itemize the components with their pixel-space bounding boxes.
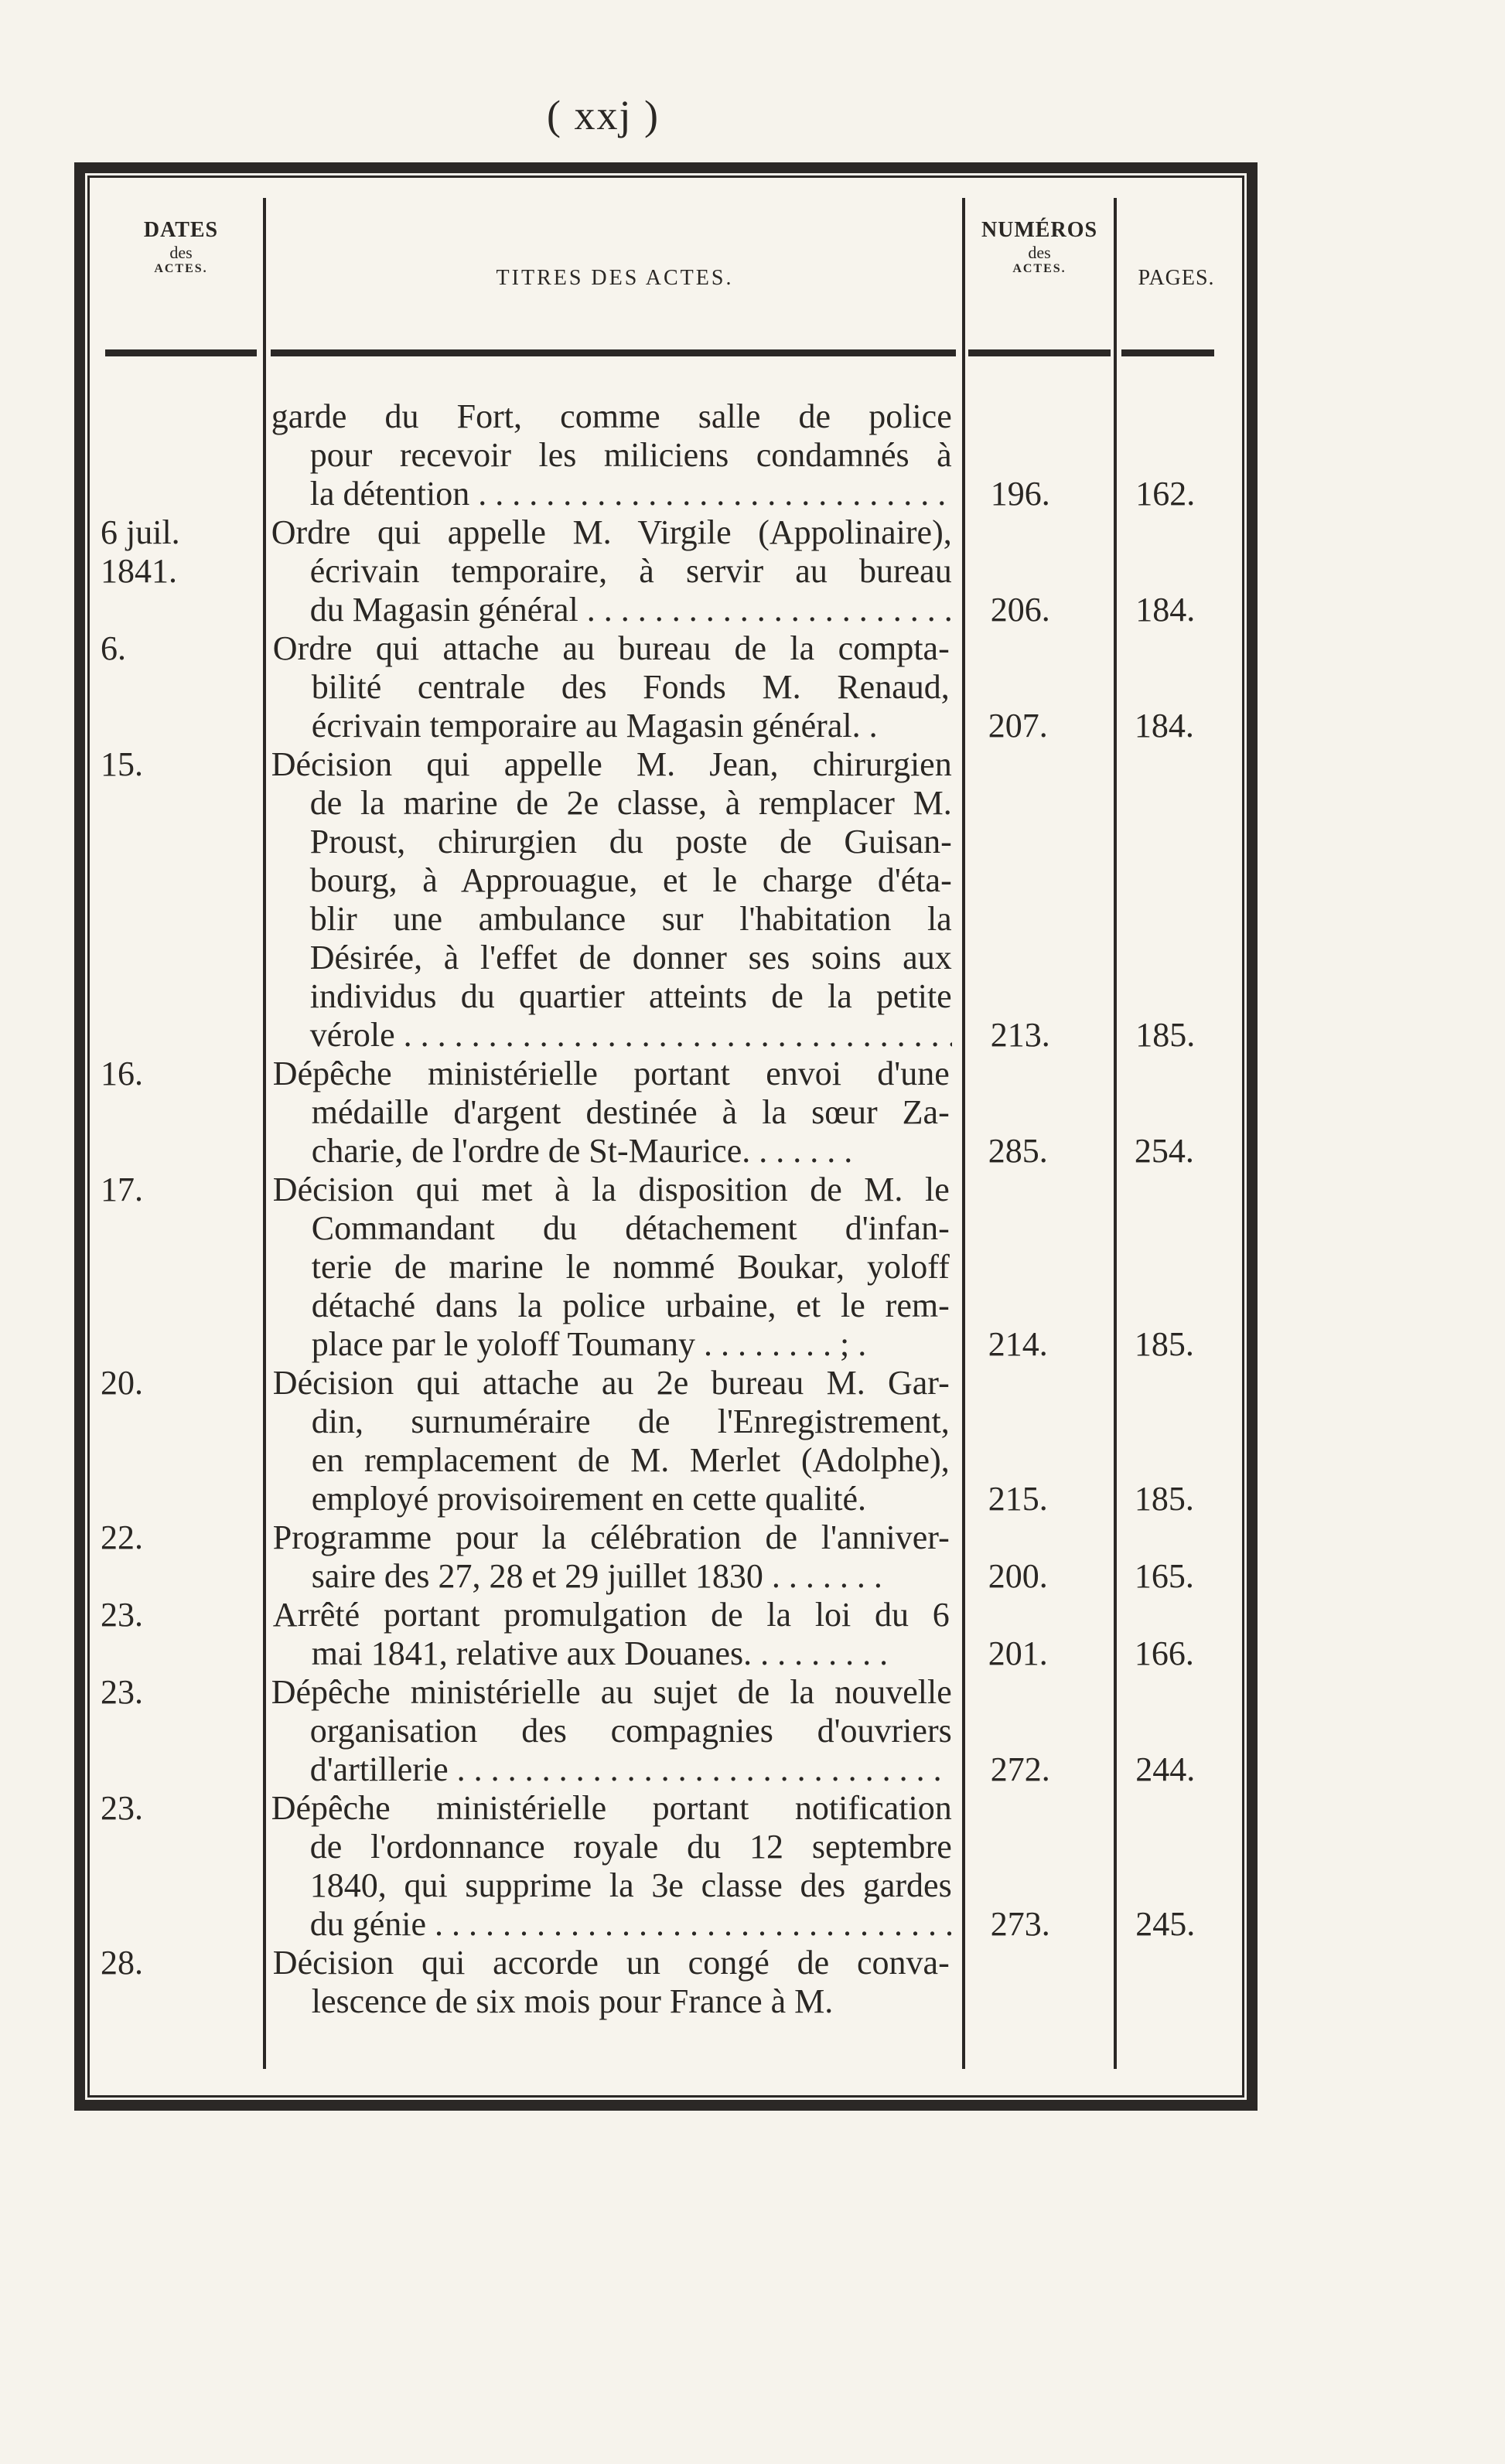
- entry-page: [1108, 1055, 1247, 1171]
- entry-title: [261, 1673, 960, 1789]
- entry-date-line: 23.: [101, 1673, 143, 1711]
- entry-title-line: employé provisoirement en cette qualité.: [311, 1480, 866, 1518]
- entry-title-line: Dépêche ministérielle au sujet de la nouvelle: [271, 1673, 952, 1711]
- entry-date: [85, 1518, 262, 1596]
- header-numeros: [967, 218, 1112, 277]
- entry-numero: [957, 1055, 1108, 1171]
- header-titres: TITRES DES ACTES.: [496, 266, 734, 290]
- entry-page: [1108, 1171, 1247, 1364]
- entry-title-line: blir une ambulance sur l'habitation la: [309, 900, 952, 938]
- entry-numero-value: 214.: [988, 1325, 1048, 1363]
- entry-title-line: Arrêté portant promulgation de la loi du 6: [272, 1596, 950, 1634]
- entry-page-value: 166.: [1134, 1634, 1194, 1672]
- entry-title: [261, 745, 960, 1055]
- entry-title-line: la détention . . .: [271, 475, 952, 513]
- entry-date: [85, 1055, 262, 1171]
- entry-date-line: 22.: [101, 1518, 143, 1556]
- table-row: [85, 513, 1247, 629]
- entry-title-line: médaille d'argent destinée à la sœur Za-: [311, 1093, 950, 1131]
- entry-date-line: 6 juil.: [101, 513, 180, 551]
- page-number: ( xxj ): [547, 92, 660, 138]
- table-frame: [74, 162, 1258, 2111]
- entry-title: [261, 513, 960, 629]
- entry-page-value: 245.: [1135, 1905, 1196, 1943]
- table-row: [85, 1944, 1247, 2021]
- table-row: [85, 745, 1247, 1055]
- header-numeros-line3: ACTES.: [1012, 262, 1066, 276]
- entry-title-line: garde du Fort, comme salle de police: [271, 397, 952, 435]
- entry-title: [262, 629, 957, 745]
- entry-title: [262, 1055, 957, 1171]
- entry-title-line: bourg, à Approuague, et le charge d'éta-: [309, 861, 952, 899]
- entry-title-line: d'artillerie . . .: [271, 1750, 952, 1789]
- entry-page: [1109, 397, 1247, 513]
- entry-title-line: détaché dans la police urbaine, et le rem-: [311, 1287, 950, 1324]
- entry-date: [85, 1673, 261, 1789]
- entry-date: [85, 1596, 262, 1673]
- header-dates-line2: des: [169, 243, 193, 263]
- entry-numero-value: 206.: [990, 591, 1050, 629]
- entry-numero: [957, 1364, 1108, 1518]
- entry-date: [85, 1364, 262, 1518]
- entry-title-line: lescence de six mois pour France à M.: [311, 1982, 834, 2020]
- entry-numero-value: 196.: [990, 475, 1050, 513]
- entry-numero-value: 285.: [988, 1132, 1048, 1170]
- entry-title-line: en remplacement de M. Merlet (Adolphe),: [311, 1441, 950, 1479]
- entry-title: [262, 1944, 957, 2021]
- entry-numero: [960, 397, 1110, 513]
- entry-numero-value: 215.: [988, 1480, 1048, 1518]
- header-rule: [968, 349, 1111, 356]
- entry-title-line: Décision qui appelle M. Jean, chirurgien: [271, 745, 952, 783]
- entry-page-value: 185.: [1135, 1016, 1196, 1054]
- entry-title-line: Décision qui attache au 2e bureau M. Gar-: [272, 1364, 950, 1402]
- table-row: [85, 1171, 1247, 1364]
- entry-date: [85, 745, 261, 1055]
- entry-date-line: [101, 475, 261, 513]
- entry-date-line: 6.: [101, 629, 126, 667]
- entry-page-value: 254.: [1134, 1132, 1194, 1170]
- entry-title-line: vérole . . .: [271, 1016, 952, 1055]
- entry-title-line: Décision qui accorde un congé de conva-: [272, 1944, 950, 1982]
- entry-date: [85, 629, 262, 745]
- entry-title-line: mai 1841, relative aux Douanes. . . . . . . . .: [311, 1634, 889, 1672]
- entry-title-line: Décision qui met à la disposition de M. le: [272, 1171, 950, 1208]
- entry-numero: [957, 1171, 1108, 1364]
- entry-page-value: 185.: [1134, 1480, 1194, 1518]
- header-dates-line1: DATES: [143, 218, 219, 242]
- entry-page-value: 162.: [1135, 475, 1196, 513]
- entry-title-line: terie de marine le nommé Boukar, yoloff: [311, 1248, 950, 1286]
- entry-title: [262, 1364, 957, 1518]
- entry-numero: [957, 1944, 1108, 2021]
- entry-date: [85, 1789, 261, 1944]
- entry-page: [1109, 1789, 1247, 1944]
- header-rule: [105, 349, 257, 356]
- header-rule: [1121, 349, 1214, 356]
- header-dates: [105, 218, 257, 277]
- entry-page-value: 184.: [1135, 591, 1196, 629]
- entry-numero-value: 200.: [988, 1557, 1048, 1595]
- entry-title-line: place par le yoloff Toumany . . . . . . . . ; .: [311, 1325, 867, 1363]
- table-row: [85, 1789, 1247, 1944]
- entry-page-value: 244.: [1135, 1750, 1196, 1788]
- entry-numero-value: 272.: [990, 1750, 1050, 1788]
- entry-date: [85, 1171, 262, 1364]
- entry-title-line: Ordre qui attache au bureau de la compta-: [272, 629, 950, 667]
- entries-list: [85, 397, 1247, 2021]
- entry-title-line: Dépêche ministérielle portant notification: [271, 1789, 952, 1827]
- entry-title-line: bilité centrale des Fonds M. Renaud,: [311, 668, 950, 706]
- entry-page: [1108, 1944, 1247, 2021]
- entry-title-line: Programme pour la célébration de l'anniver-: [272, 1518, 950, 1556]
- entry-date-line: 17.: [101, 1171, 143, 1208]
- entry-page: [1109, 745, 1247, 1055]
- entry-title-line: Commandant du détachement d'infan-: [311, 1209, 950, 1247]
- entry-date-line: 15.: [101, 745, 143, 783]
- header-dates-line3: ACTES.: [154, 262, 208, 276]
- entry-title-line: organisation des compagnies d'ouvriers: [309, 1712, 952, 1750]
- entry-date-line: [101, 436, 261, 475]
- entry-title: [262, 1171, 957, 1364]
- entry-title-line: du Magasin général . . .: [271, 591, 952, 629]
- header-numeros-line1: NUMÉROS: [981, 218, 1098, 242]
- entry-title: [262, 1596, 957, 1673]
- entry-date: [85, 513, 261, 629]
- entry-numero-value: 213.: [990, 1016, 1050, 1054]
- entry-numero: [960, 1789, 1110, 1944]
- entry-title-line: Ordre qui appelle M. Virgile (Appolinaire),: [271, 513, 952, 551]
- entry-title-line: charie, de l'ordre de St-Maurice. . . . . . .: [311, 1132, 853, 1170]
- entry-title: [261, 1789, 960, 1944]
- table-row: [85, 1364, 1247, 1518]
- table-row: [85, 397, 1247, 513]
- table-row: [85, 1055, 1247, 1171]
- entry-title-line: 1840, qui supprime la 3e classe des gardes: [309, 1866, 952, 1904]
- header-pages: PAGES.: [1138, 266, 1215, 290]
- entry-page: [1108, 629, 1247, 745]
- table-row: [85, 629, 1247, 745]
- entry-title-line: du génie . . .: [271, 1905, 952, 1944]
- entry-title-line: saire des 27, 28 et 29 juillet 1830 . . . . . . .: [311, 1557, 882, 1595]
- entry-numero: [960, 513, 1110, 629]
- entry-numero-value: 273.: [990, 1905, 1050, 1943]
- entry-title: [262, 1518, 957, 1596]
- entry-date: [85, 397, 261, 513]
- entry-date: [85, 1944, 262, 2021]
- entry-title: [261, 397, 960, 513]
- entry-numero: [957, 629, 1108, 745]
- entry-date-line: [101, 397, 261, 436]
- entry-page: [1109, 1673, 1247, 1789]
- entry-page: [1108, 1518, 1247, 1596]
- entry-title-line: din, surnuméraire de l'Enregistrement,: [311, 1402, 950, 1440]
- entry-date-line: 28.: [101, 1944, 143, 1982]
- entry-numero: [957, 1518, 1108, 1596]
- entry-numero: [960, 1673, 1110, 1789]
- entry-title-line: de l'ordonnance royale du 12 septembre: [309, 1828, 952, 1866]
- entry-page: [1108, 1596, 1247, 1673]
- entry-page-value: 184.: [1134, 707, 1194, 745]
- entry-title-line: écrivain temporaire, à servir au bureau: [309, 552, 952, 590]
- entry-numero-value: 201.: [988, 1634, 1048, 1672]
- entry-title-line: de la marine de 2e classe, à remplacer M.: [309, 784, 952, 822]
- entry-numero: [957, 1596, 1108, 1673]
- entry-date-line: 1841.: [101, 552, 177, 590]
- entry-numero: [960, 745, 1110, 1055]
- entry-title-line: pour recevoir les miliciens condamnés à: [309, 436, 952, 474]
- entry-title-line: Dépêche ministérielle portant envoi d'une: [272, 1055, 950, 1092]
- entry-page: [1108, 1364, 1247, 1518]
- entry-page-value: 185.: [1134, 1325, 1194, 1363]
- entry-title-line: Désirée, à l'effet de donner ses soins aux: [309, 939, 952, 976]
- entry-page-value: 165.: [1134, 1557, 1194, 1595]
- entry-title-line: écrivain temporaire au Magasin général. .: [311, 707, 878, 745]
- entry-page: [1109, 513, 1247, 629]
- entry-date-line: 20.: [101, 1364, 143, 1402]
- table-row: [85, 1518, 1247, 1596]
- header-numeros-line2: des: [1028, 243, 1051, 263]
- entry-date-line: 23.: [101, 1789, 143, 1827]
- entry-title-line: individus du quartier atteints de la petite: [309, 977, 952, 1015]
- entry-title-line: Proust, chirurgien du poste de Guisan-: [309, 823, 952, 861]
- entry-date-line: 16.: [101, 1055, 143, 1092]
- table-row: [85, 1673, 1247, 1789]
- table-row: [85, 1596, 1247, 1673]
- entry-numero-value: 207.: [988, 707, 1048, 745]
- header-rule: [271, 349, 956, 356]
- entry-date-line: 23.: [101, 1596, 143, 1634]
